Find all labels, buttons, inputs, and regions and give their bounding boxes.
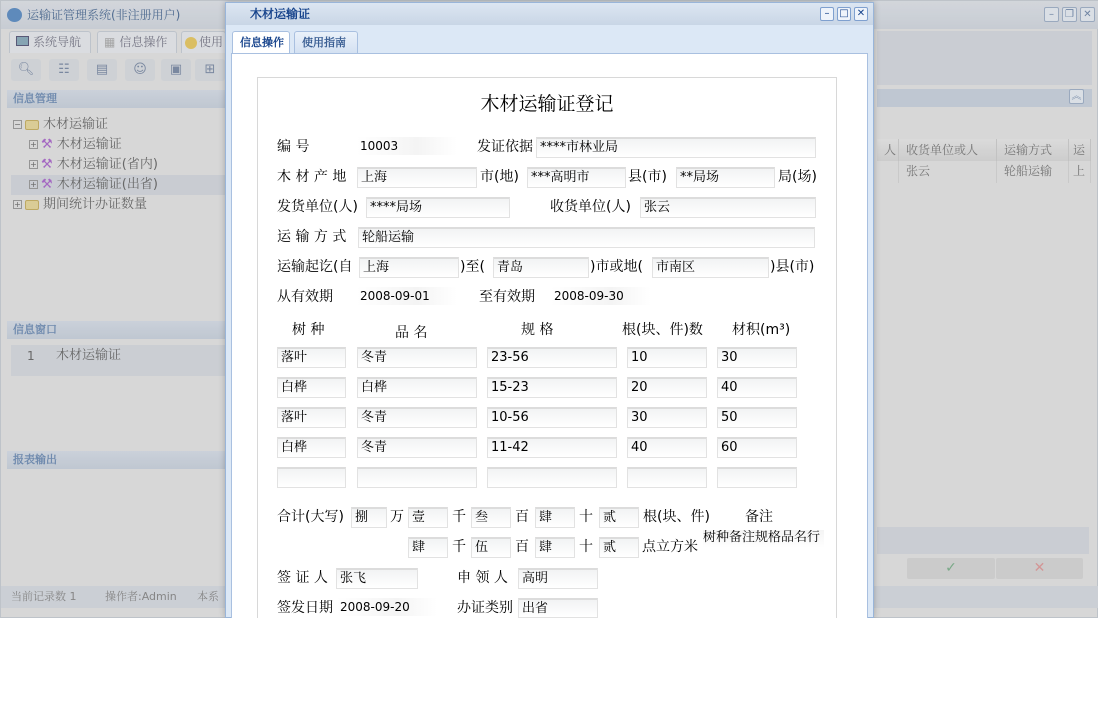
route-district-input[interactable]: 市南区: [652, 257, 769, 278]
table-cell-species-input[interactable]: [277, 467, 346, 488]
total-pieces-qian-input[interactable]: 壹: [408, 507, 448, 528]
expand-icon[interactable]: +: [30, 180, 37, 189]
tab-info-ops[interactable]: [232, 31, 290, 54]
label-receiver: 收货单位(人): [550, 199, 631, 215]
tree-label: 木材运输证: [56, 137, 122, 152]
total-pieces-wan-input[interactable]: 捌: [351, 507, 387, 528]
label-qian: 千: [452, 509, 466, 525]
label-total: 合计(大写): [277, 509, 344, 525]
origin-bureau-input[interactable]: **局场: [676, 167, 775, 188]
form-heading: 木材运输证登记: [480, 93, 614, 115]
table-cell-name-input[interactable]: 白桦: [357, 377, 477, 398]
expand-icon[interactable]: +: [14, 200, 21, 209]
table-cell-species-input[interactable]: 白桦: [277, 437, 346, 458]
label-shi: 十: [579, 539, 593, 555]
signer-input[interactable]: 张飞: [336, 568, 418, 589]
tab-label: 系统导航: [33, 35, 82, 49]
tab-label: 使用: [199, 35, 224, 49]
tree-label: 木材运输证: [43, 117, 109, 132]
table-cell-spec-input[interactable]: 23-56: [487, 347, 617, 368]
route-to-input[interactable]: 青岛: [493, 257, 589, 278]
table-cell-volume-input[interactable]: [717, 467, 797, 488]
label-cubic-unit: 点立方米: [642, 539, 698, 555]
blank-area: [0, 618, 1098, 715]
grid-cell[interactable]: 轮船运输: [997, 161, 1069, 183]
tool-icon: ⚒: [41, 177, 53, 192]
label-pieces-unit: 根(块、件): [643, 509, 710, 525]
total-volume-qian-input[interactable]: 肆: [408, 537, 448, 558]
tree-label: 期间统计办证数量: [43, 197, 148, 212]
table-cell-volume-input[interactable]: 30: [717, 347, 797, 368]
label-wan: 万: [390, 509, 404, 525]
label-origin: 木 材 产 地: [277, 169, 347, 185]
table-cell-count-input[interactable]: 10: [627, 347, 707, 368]
panel-title: 报表输出: [13, 453, 57, 466]
tab-user-guide[interactable]: [294, 31, 358, 53]
cross-icon: ✕: [1033, 560, 1046, 576]
tree-label: 木材运输证(省内): [56, 157, 158, 172]
restore-button[interactable]: ❐: [1062, 7, 1077, 22]
label-basis: 发证依据: [477, 139, 533, 155]
col-header-species: 树 种: [292, 322, 325, 338]
record-count: 当前记录数 1: [11, 590, 77, 603]
col-header-count: 根(块、件)数: [622, 322, 703, 338]
grid-header[interactable]: 收货单位或人: [899, 139, 997, 161]
route-from-input[interactable]: 上海: [359, 257, 459, 278]
table-cell-count-input[interactable]: [627, 467, 707, 488]
label-route-from: 运输起讫(自: [277, 259, 353, 275]
table-cell-volume-input[interactable]: 50: [717, 407, 797, 428]
total-pieces-unit-input[interactable]: 贰: [599, 507, 639, 528]
expand-icon[interactable]: +: [30, 140, 37, 149]
table-cell-name-input[interactable]: 冬青: [357, 437, 477, 458]
label-number: 编 号: [277, 139, 310, 155]
label-remark: 备注: [745, 509, 773, 525]
label-bai: 百: [515, 539, 529, 555]
label-valid-to: 至有效期: [479, 289, 535, 305]
label-route-to: )至(: [460, 259, 485, 275]
grid-header[interactable]: 运: [1069, 139, 1091, 161]
valid-from-field[interactable]: 2008-09-01: [357, 287, 457, 305]
list-icon: ☷: [58, 62, 70, 77]
table-cell-count-input[interactable]: 40: [627, 437, 707, 458]
add-window-icon: ⊞: [204, 62, 216, 77]
panel-title: 信息管理: [13, 92, 57, 105]
tool-icon: ⚒: [41, 137, 53, 152]
label-county: 县(市): [628, 169, 667, 185]
tab-label: 信息操作: [240, 36, 284, 49]
total-pieces-shi-input[interactable]: 肆: [535, 507, 575, 528]
label-valid-from: 从有效期: [277, 289, 333, 305]
table-cell-name-input[interactable]: 冬青: [357, 407, 477, 428]
label-qian: 千: [452, 539, 466, 555]
app-title: 运输证管理系统(非注册用户): [27, 8, 181, 22]
grid-header[interactable]: 人: [877, 139, 899, 161]
cert-type-input[interactable]: 出省: [518, 598, 598, 618]
dialog-minimize-button[interactable]: –: [820, 7, 834, 21]
table-cell-volume-input[interactable]: 40: [717, 377, 797, 398]
label-cert-type: 办证类别: [457, 600, 513, 616]
grid-cell[interactable]: 上: [1069, 161, 1091, 183]
label-transport: 运 输 方 式: [277, 229, 347, 245]
table-cell-species-input[interactable]: 白桦: [277, 377, 346, 398]
label-route-city: )市或地(: [590, 259, 643, 275]
minimize-button[interactable]: –: [1044, 7, 1059, 22]
receiver-input[interactable]: 张云: [640, 197, 816, 218]
table-cell-species-input[interactable]: 落叶: [277, 407, 346, 428]
document-icon: ▤: [95, 62, 109, 77]
search-icon: 🔍︎: [17, 62, 35, 77]
total-volume-unit-input[interactable]: 贰: [599, 537, 639, 558]
label-route-county: )县(市): [770, 259, 815, 275]
sign-date-field[interactable]: 2008-09-20: [337, 598, 437, 616]
table-cell-volume-input[interactable]: 60: [717, 437, 797, 458]
label-signer: 签 证 人: [277, 570, 328, 586]
label-bai: 百: [515, 509, 529, 525]
transport-input[interactable]: 轮船运输: [358, 227, 815, 248]
grid-cell[interactable]: 张云: [899, 161, 997, 183]
table-cell-spec-input[interactable]: 15-23: [487, 377, 617, 398]
table-cell-spec-input[interactable]: [487, 467, 617, 488]
col-header-spec: 规 格: [521, 322, 554, 338]
collapse-icon[interactable]: −: [14, 120, 21, 129]
origin-county-input[interactable]: ***高明市: [527, 167, 626, 188]
remark-textarea[interactable]: 树种备注规格品名行: [703, 530, 824, 548]
label-city: 市(地): [480, 169, 519, 185]
item-index: 1: [27, 349, 35, 363]
col-header-name: 品 名: [395, 325, 428, 341]
table-cell-spec-input[interactable]: 10-56: [487, 407, 617, 428]
total-volume-shi-input[interactable]: 肆: [535, 537, 575, 558]
label-bureau: 局(场): [778, 169, 817, 185]
tab-label: 使用指南: [302, 36, 346, 49]
table-cell-species-input[interactable]: 落叶: [277, 347, 346, 368]
expand-icon[interactable]: +: [30, 160, 37, 169]
table-cell-count-input[interactable]: 30: [627, 407, 707, 428]
user-icon: ☺: [133, 62, 147, 77]
applicant-input[interactable]: 高明: [518, 568, 598, 589]
screen-icon: ▣: [169, 62, 183, 77]
total-pieces-bai-input[interactable]: 叁: [471, 507, 511, 528]
label-sign-date: 签发日期: [277, 600, 333, 616]
panel-title: 信息窗口: [13, 323, 57, 336]
status-extra: 本系: [197, 590, 219, 603]
grid-header[interactable]: 运输方式: [997, 139, 1069, 161]
total-volume-bai-input[interactable]: 伍: [471, 537, 511, 558]
check-icon: ✓: [945, 560, 957, 576]
table-cell-spec-input[interactable]: 11-42: [487, 437, 617, 458]
tree-label: 木材运输证(出省): [56, 177, 158, 192]
label-applicant: 申 领 人: [457, 570, 508, 586]
grid-icon: ▦: [104, 35, 116, 49]
tool-icon: ⚒: [41, 157, 53, 172]
number-field: 10003: [357, 137, 457, 155]
dialog-maximize-button[interactable]: □: [837, 7, 851, 21]
label-shi: 十: [579, 509, 593, 525]
dialog-close-button[interactable]: ✕: [854, 7, 868, 21]
origin-city-input[interactable]: 上海: [357, 167, 477, 188]
item-label: 木材运输证: [56, 348, 122, 363]
col-header-volume: 材积(m³): [732, 322, 791, 338]
valid-to-field[interactable]: 2008-09-30: [551, 287, 651, 305]
sender-input[interactable]: ****局场: [366, 197, 510, 218]
table-cell-name-input[interactable]: [357, 467, 477, 488]
dialog-title-bar: [226, 3, 873, 25]
operator: 操作者:Admin: [105, 590, 177, 603]
basis-input[interactable]: ****市林业局: [536, 137, 816, 158]
tab-label: 信息操作: [119, 35, 168, 49]
collapse-panel-button[interactable]: ︽: [1069, 89, 1084, 104]
close-button[interactable]: ✕: [1080, 7, 1095, 22]
dialog-title: 木材运输证: [250, 7, 311, 21]
table-cell-name-input[interactable]: 冬青: [357, 347, 477, 368]
table-cell-count-input[interactable]: 20: [627, 377, 707, 398]
label-sender: 发货单位(人): [277, 199, 358, 215]
